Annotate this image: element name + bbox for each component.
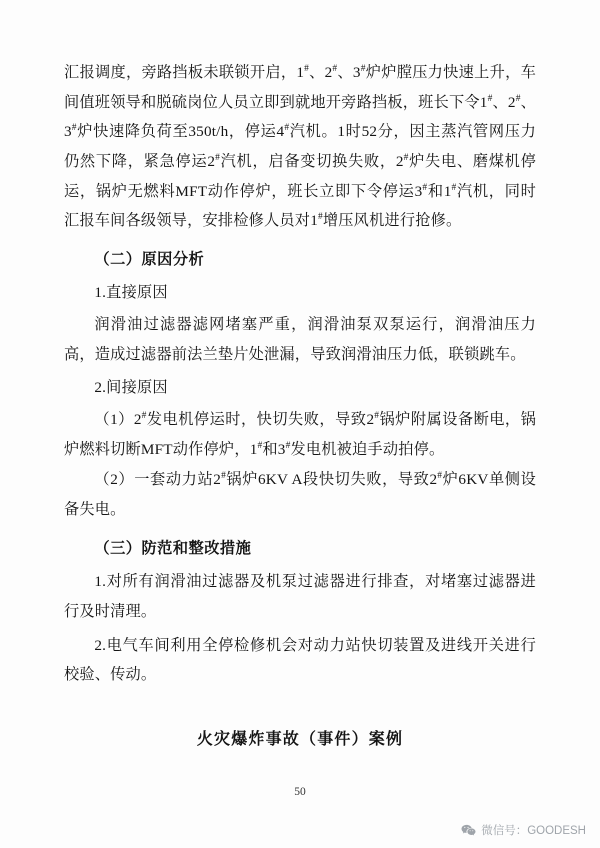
watermark — [461, 822, 586, 838]
paragraph-indirect-cause-2: （2）一套动力站2#锅炉6KV A段快切失败，导致2#炉6KV单侧设备失电。 — [64, 471, 536, 518]
heading-cause-analysis: （二）原因分析 — [94, 250, 205, 268]
subheading-direct-cause: 1.直接原因 — [94, 284, 168, 302]
subheading-indirect-cause: 2.间接原因 — [94, 379, 168, 397]
page-number: 50 — [294, 786, 306, 798]
wechat-icon — [461, 824, 476, 837]
case-title: 火灾爆炸事故（事件）案例 — [196, 730, 404, 748]
paragraph-main-narrative: 汇报调度，旁路挡板未联锁开启，1#、2#、3#炉炉膛压力快速上升，车间值班领导和脱硫岗位人员立即到就地开旁路挡板，班长下令1#、2#、3#炉快速降负荷至350t/h，停运4#汽机。1时52分，因主蒸汽管网压力仍然下降，紧急停运2#汽机，启备变切换失败，2#炉失电、磨煤机停运，锅炉无燃料MFT动作停炉，班长立即下令停运3#和1#汽机，同时汇报车间各级领导，安排检修人员对1#增压风机进行抢修。 — [64, 63, 537, 230]
heading-preventive-measures: （三）防范和整改措施 — [94, 539, 252, 557]
document-body — [64, 58, 536, 755]
paragraph-measure-1: 1.对所有润滑油过滤器及机泵过滤器进行排查，对堵塞过滤器进行及时清理。 — [64, 573, 536, 620]
paragraph-measure-2: 2.电气车间利用全停检修机会对动力站快切装置及进线开关进行校验、传动。 — [64, 636, 536, 684]
paragraph-indirect-cause-1: （1）2#发电机停运时，快切失败，导致2#锅炉附属设备断电，锅炉燃料切断MFT动作停炉，1#和3#发电机被迫手动拍停。 — [64, 410, 537, 458]
watermark-text: 微信号：GOODESH — [481, 825, 586, 837]
paragraph-direct-cause: 润滑油过滤器滤网堵塞严重，润滑油泵双泵运行，润滑油压力高，造成过滤器前法兰垫片处泄漏，导致润滑油压力低，联锁跳车。 — [64, 316, 536, 363]
